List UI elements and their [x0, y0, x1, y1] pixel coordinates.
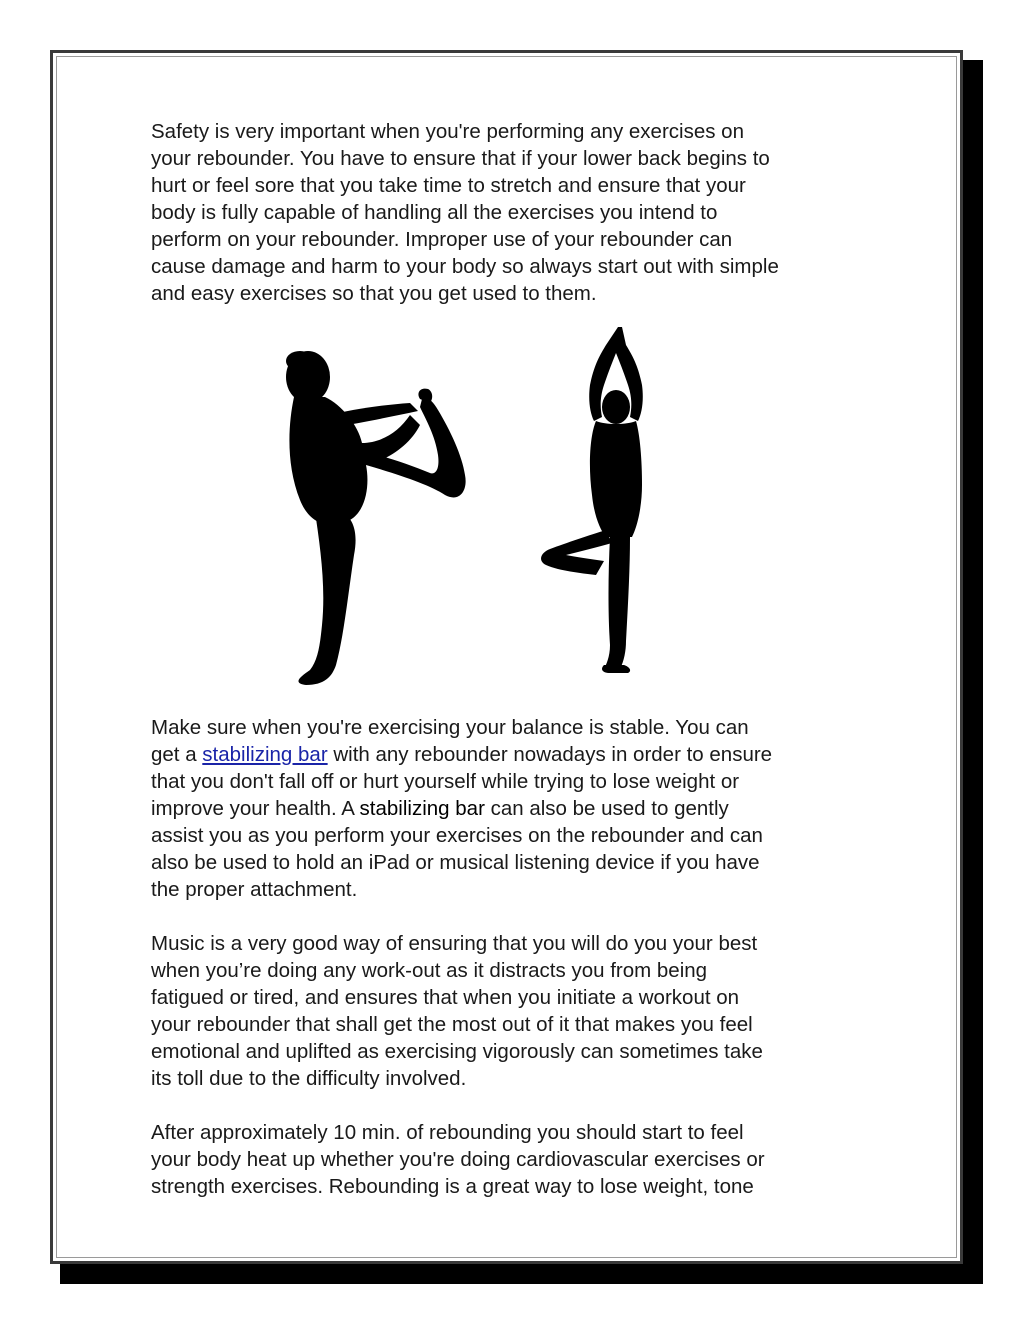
paragraph-safety: Safety is very important when you're performing any exercises on your rebounder. You have to ensure that if your lower back begins to hurt or feel sore that you take time to stretch and ensure that your body is fully capable of handling all the exercises you intend to perform on your rebounder. Improper use of your rebounder can cause damage and harm to your body so always start out with simple and easy exercises so that you get used to them.: [151, 120, 779, 305]
paragraph-balance-text-2: with any rebounder nowadays in order to ensure that you don't fall off or hurt yourself while trying to lose weight or improve your health. A: [151, 743, 773, 820]
paragraph-balance-text-1: Make sure when you're exercising your balance is stable. You can get a: [151, 716, 749, 766]
stabilizing-bar-link[interactable]: stabilizing bar: [202, 743, 328, 766]
paragraph-balance-text-3: can also be used to gently assist you as you perform your exercises on the rebounder and can also be used to hold an iPad or musical listening device if you have the proper attachment.: [151, 797, 763, 901]
yoga-dancer-pose-silhouette-icon: [286, 351, 466, 685]
paragraph-rebounding: After approximately 10 min. of rebounding you should start to feel your body heat up whether you're doing cardiovascular exercises or strength exercises. Rebounding is a great way to lose weight, tone: [151, 1121, 765, 1198]
paragraph-music: Music is a very good way of ensuring that you will do you your best when you’re doing any work-out as it distracts you from being fatigued or tired, and ensures that when you initiate a workout on your rebounder that shall get the most out of it that makes you feel emotional and uplifted as exercising vigorously can sometimes take its toll due to the difficulty involved.: [151, 932, 763, 1090]
paragraph-balance: [151, 714, 891, 903]
stabilizing-bar-term: stabilizing bar: [359, 797, 485, 820]
yoga-silhouettes-image: [270, 325, 690, 695]
yoga-tree-pose-silhouette-icon: [541, 327, 643, 673]
